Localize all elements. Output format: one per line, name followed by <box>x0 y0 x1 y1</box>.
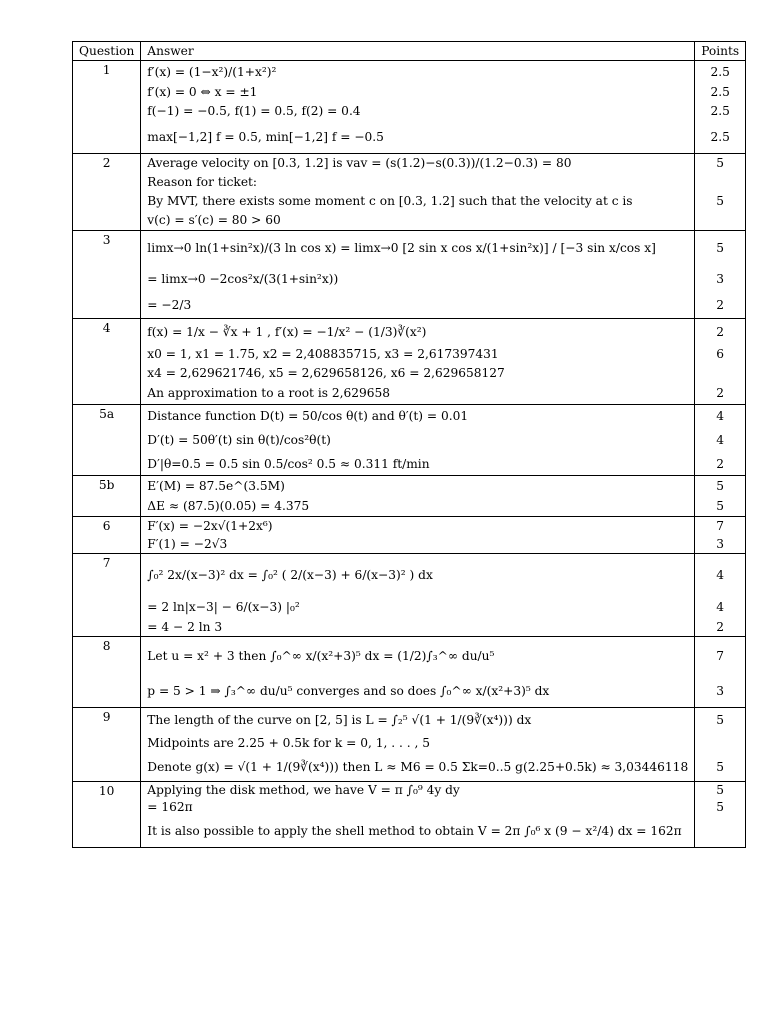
points-value: 4 <box>716 568 725 582</box>
question-number: 3 <box>73 231 141 319</box>
answer-cell <box>141 517 695 554</box>
points-value: 2.5 <box>710 65 730 79</box>
question-row <box>73 405 746 476</box>
points-value: 2.5 <box>710 104 730 118</box>
points-value <box>701 364 739 383</box>
header-answer: Answer <box>141 42 695 61</box>
points-value: 7 <box>716 519 725 533</box>
points-value: 2 <box>716 457 725 471</box>
question-number: 2 <box>73 154 141 231</box>
answer-cell <box>141 782 695 848</box>
question-row <box>73 154 746 231</box>
answer-line: E′(M) = 87.5e^(3.5M) <box>147 479 285 493</box>
points-value: 2.5 <box>710 85 730 99</box>
answer-line: The length of the curve on [2, 5] is L = ∫₂⁵ √(1 + 1/(9∛(x⁴))) dx <box>147 713 532 727</box>
points-value: 5 <box>716 760 725 774</box>
answer-cell <box>141 476 695 517</box>
answer-cell <box>141 319 695 405</box>
points-value <box>701 211 739 230</box>
points-cell <box>695 476 746 517</box>
points-value: 5 <box>716 800 725 814</box>
points-value: 4 <box>716 600 725 614</box>
answer-line: f(−1) = −0.5, f(1) = 0.5, f(2) = 0.4 <box>147 104 361 118</box>
question-row <box>73 319 746 405</box>
answer-cell <box>141 637 695 708</box>
answer-line: Denote g(x) = √(1 + 1/(9∛(x⁴))) then L ≈ M6 = 0.5 Σk=0..5 g(2.25+0.5k) ≈ 3,03446118 <box>147 760 689 774</box>
points-value: 3 <box>716 684 725 698</box>
points-value <box>701 732 739 754</box>
answer-line: max[−1,2] f = 0.5, min[−1,2] f = −0.5 <box>147 130 384 144</box>
points-cell <box>695 517 746 554</box>
question-row <box>73 554 746 637</box>
answer-cell <box>141 708 695 782</box>
points-cell <box>695 405 746 476</box>
question-number: 5a <box>73 405 141 476</box>
answer-line: It is also possible to apply the shell method to obtain V = 2π ∫₀⁶ x (9 − x²/4) dx = 162π <box>147 824 682 838</box>
answer-line: = 4 − 2 ln 3 <box>147 620 223 634</box>
points-value: 2 <box>716 298 725 312</box>
points-value: 5 <box>716 713 725 727</box>
answer-line: f′(x) = (1−x²)/(1+x²)² <box>147 65 277 79</box>
question-number: 7 <box>73 554 141 637</box>
answer-cell <box>141 61 695 154</box>
points-cell <box>695 231 746 319</box>
points-value <box>701 173 739 192</box>
answer-line: Distance function D(t) = 50/cos θ(t) and θ′(t) = 0.01 <box>147 409 469 423</box>
question-row <box>73 708 746 782</box>
answer-line: = 2 ln|x−3| − 6/(x−3) |₀² <box>147 600 300 614</box>
answer-line: F′(x) = −2x√(1+2x⁶) <box>147 519 273 533</box>
points-cell <box>695 554 746 637</box>
answer-cell <box>141 231 695 319</box>
question-row <box>73 517 746 554</box>
question-number: 9 <box>73 708 141 782</box>
answer-line: F′(1) = −2√3 <box>147 537 228 551</box>
points-cell <box>695 782 746 848</box>
points-cell <box>695 319 746 405</box>
answer-line: = 162π <box>147 800 193 814</box>
answer-line: f′(x) = 0 ⇔ x = ±1 <box>147 85 258 99</box>
answer-line: x0 = 1, x1 = 1.75, x2 = 2,408835715, x3 = 2,617397431 <box>147 347 499 361</box>
points-value: 2 <box>716 620 725 634</box>
answer-line: Applying the disk method, we have V = π ∫₀⁹ 4y dy <box>147 783 460 797</box>
points-value: 3 <box>716 272 725 286</box>
question-number: 1 <box>73 61 141 154</box>
answer-cell <box>141 154 695 231</box>
question-number: 10 <box>73 782 141 848</box>
answer-key-table <box>72 41 746 848</box>
answer-cell <box>141 405 695 476</box>
answer-line: D′(t) = 50θ′(t) sin θ(t)/cos²θ(t) <box>147 433 331 447</box>
points-value: 5 <box>716 783 725 797</box>
answer-line: v(c) = s′(c) = 80 > 60 <box>147 213 281 227</box>
answer-line: Midpoints are 2.25 + 0.5k for k = 0, 1, . . . , 5 <box>147 736 430 750</box>
points-value: 5 <box>716 499 725 513</box>
points-cell <box>695 61 746 154</box>
points-value: 2.5 <box>710 130 730 144</box>
answer-line: ∫₀² 2x/(x−3)² dx = ∫₀² ( 2/(x−3) + 6/(x−3)² ) dx <box>147 568 433 582</box>
question-number: 4 <box>73 319 141 405</box>
answer-line: x4 = 2,629621746, x5 = 2,629658126, x6 = 2,629658127 <box>147 366 505 380</box>
answer-line: D′|θ=0.5 = 0.5 sin 0.5/cos² 0.5 ≈ 0.311 ft/min <box>147 457 430 471</box>
question-number: 8 <box>73 637 141 708</box>
answer-line: Average velocity on [0.3, 1.2] is vav = (s(1.2)−s(0.3))/(1.2−0.3) = 80 <box>147 156 572 170</box>
answer-line: Let u = x² + 3 then ∫₀^∞ x/(x²+3)⁵ dx = (1/2)∫₃^∞ du/u⁵ <box>147 649 495 663</box>
answer-line: limx→0 ln(1+sin²x)/(3 ln cos x) = limx→0 [2 sin x cos x/(1+sin²x)] / [−3 sin x/cos x] <box>147 241 656 255</box>
answer-line: = limx→0 −2cos²x/(3(1+sin²x)) <box>147 272 339 286</box>
question-number: 6 <box>73 517 141 554</box>
points-cell <box>695 708 746 782</box>
answer-line: An approximation to a root is 2,629658 <box>147 386 391 400</box>
answer-line: f(x) = 1/x − ∛x + 1 , f′(x) = −1/x² − (1/3)∛(x²) <box>147 325 427 339</box>
header-row <box>73 42 746 61</box>
question-number: 5b <box>73 476 141 517</box>
points-value: 5 <box>716 194 725 208</box>
header-question: Question <box>73 42 141 61</box>
answer-cell <box>141 554 695 637</box>
question-row <box>73 476 746 517</box>
points-value: 5 <box>716 479 725 493</box>
answer-line: Reason for ticket: <box>147 175 258 189</box>
points-cell <box>695 637 746 708</box>
points-value: 7 <box>716 649 725 663</box>
points-value: 5 <box>716 156 725 170</box>
question-row <box>73 637 746 708</box>
question-row <box>73 782 746 848</box>
header-points: Points <box>695 42 746 61</box>
points-value: 4 <box>716 409 725 423</box>
points-value: 2 <box>716 325 725 339</box>
points-value: 6 <box>716 347 725 361</box>
question-row <box>73 61 746 154</box>
answer-line: = −2/3 <box>147 298 192 312</box>
answer-line: By MVT, there exists some moment c on [0.3, 1.2] such that the velocity at c is <box>147 194 633 208</box>
points-value <box>701 816 739 847</box>
answer-line: p = 5 > 1 ⇒ ∫₃^∞ du/u⁵ converges and so does ∫₀^∞ x/(x²+3)⁵ dx <box>147 684 550 698</box>
question-row <box>73 231 746 319</box>
answer-line: ΔE ≈ (87.5)(0.05) = 4.375 <box>147 499 310 513</box>
points-value: 2 <box>716 386 725 400</box>
points-cell <box>695 154 746 231</box>
points-value: 3 <box>716 537 725 551</box>
points-value: 5 <box>716 241 725 255</box>
points-value: 4 <box>716 433 725 447</box>
